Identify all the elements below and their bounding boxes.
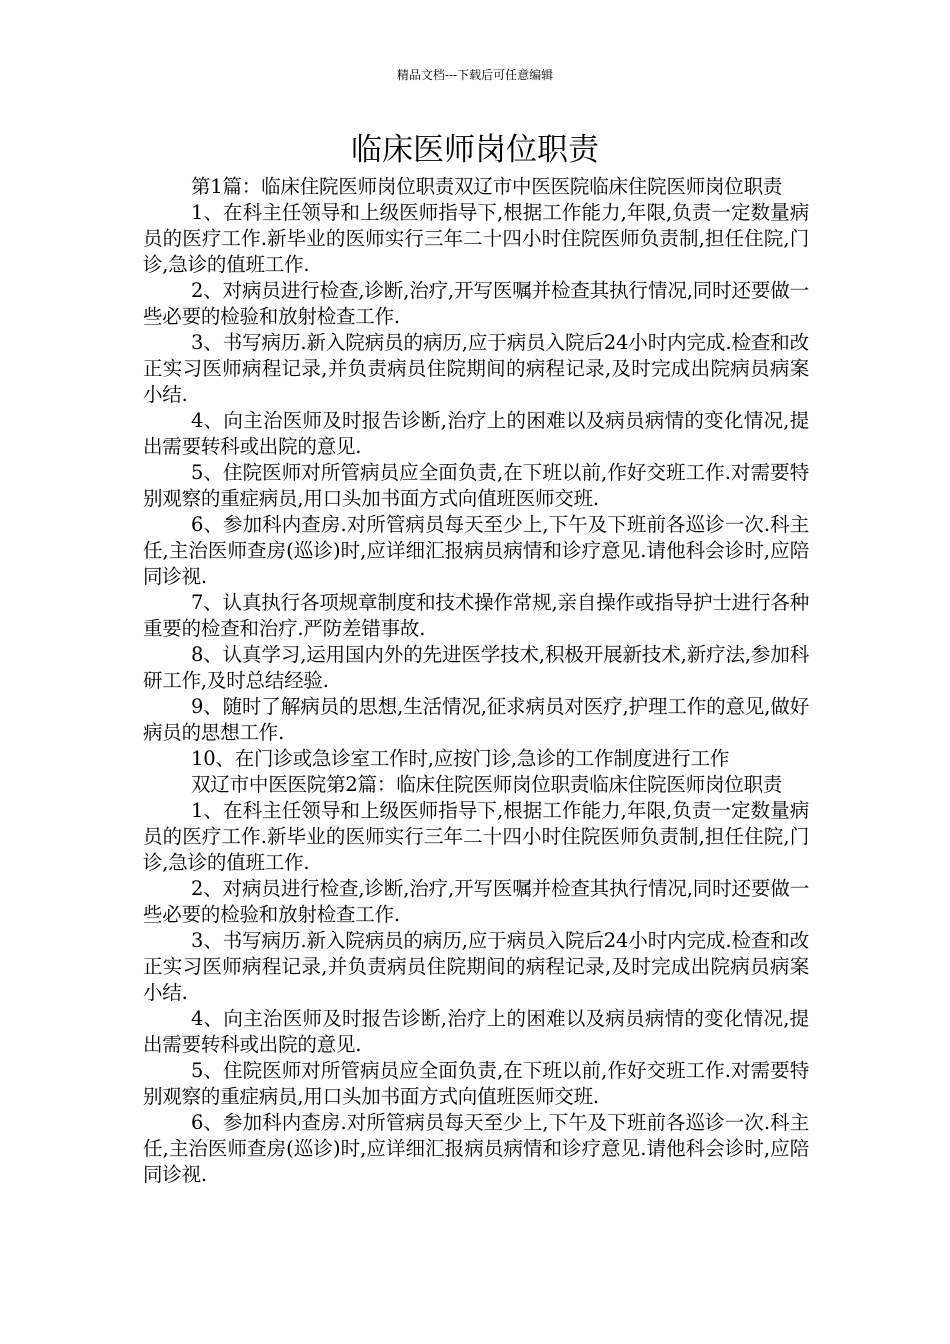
paragraph: 8、认真学习,运用国内外的先进医学技术,积极开展新技术,新疗法,参加科研工作,及时总结经验. [143,643,809,692]
paragraph: 7、认真执行各项规章制度和技术操作常规,亲自操作或指导护士进行各种重要的检查和治疗.严防差错事故. [143,591,809,640]
section-heading-2: 双辽市中医医院第2篇：临床住院医师岗位职责临床住院医师岗位职责 [191,773,783,796]
document-body [143,174,809,1188]
paragraph: 1、在科主任领导和上级医师指导下,根据工作能力,年限,负责一定数量病员的医疗工作.新毕业的医师实行三年二十四小时住院医师负责制,担任住院,门诊,急诊的值班工作. [143,201,809,276]
paragraph: 10、在门诊或急诊室工作时,应按门诊,急诊的工作制度进行工作 [191,747,730,770]
paragraph: 6、参加科内查房.对所管病员每天至少上,下午及下班前各巡诊一次.科主任,主治医师查房(巡诊)时,应详细汇报病员病情和诊疗意见.请他科会诊时,应陪同诊视. [143,513,809,588]
paragraph: 5、住院医师对所管病员应全面负责,在下班以前,作好交班工作.对需要特别观察的重症病员,用口头加书面方式向值班医师交班. [143,1059,809,1108]
paragraph: 2、对病员进行检查,诊断,治疗,开写医嘱并检查其执行情况,同时还要做一些必要的检验和放射检查工作. [143,279,809,328]
document-title: 临床医师岗位职责 [351,132,599,168]
section-heading-1: 第1篇：临床住院医师岗位职责双辽市中医医院临床住院医师岗位职责 [191,175,783,198]
paragraph: 1、在科主任领导和上级医师指导下,根据工作能力,年限,负责一定数量病员的医疗工作.新毕业的医师实行三年二十四小时住院医师负责制,担任住院,门诊,急诊的值班工作. [143,799,809,874]
paragraph: 4、向主治医师及时报告诊断,治疗上的困难以及病员病情的变化情况,提出需要转科或出院的意见. [143,1007,809,1056]
paragraph: 3、书写病历.新入院病员的病历,应于病员入院后24小时内完成.检查和改正实习医师病程记录,并负责病员住院期间的病程记录,及时完成出院病员病案小结. [143,929,809,1004]
paragraph: 4、向主治医师及时报告诊断,治疗上的困难以及病员病情的变化情况,提出需要转科或出院的意见. [143,409,809,458]
page-header-note: 精品文档---下载后可任意编辑 [396,68,554,82]
paragraph: 2、对病员进行检查,诊断,治疗,开写医嘱并检查其执行情况,同时还要做一些必要的检验和放射检查工作. [143,877,809,926]
paragraph: 9、随时了解病员的思想,生活情况,征求病员对医疗,护理工作的意见,做好病员的思想工作. [143,695,809,744]
paragraph: 5、住院医师对所管病员应全面负责,在下班以前,作好交班工作.对需要特别观察的重症病员,用口头加书面方式向值班医师交班. [143,461,809,510]
paragraph: 3、书写病历.新入院病员的病历,应于病员入院后24小时内完成.检查和改正实习医师病程记录,并负责病员住院期间的病程记录,及时完成出院病员病案小结. [143,331,809,406]
paragraph: 6、参加科内查房.对所管病员每天至少上,下午及下班前各巡诊一次.科主任,主治医师查房(巡诊)时,应详细汇报病员病情和诊疗意见.请他科会诊时,应陪同诊视. [143,1111,809,1186]
